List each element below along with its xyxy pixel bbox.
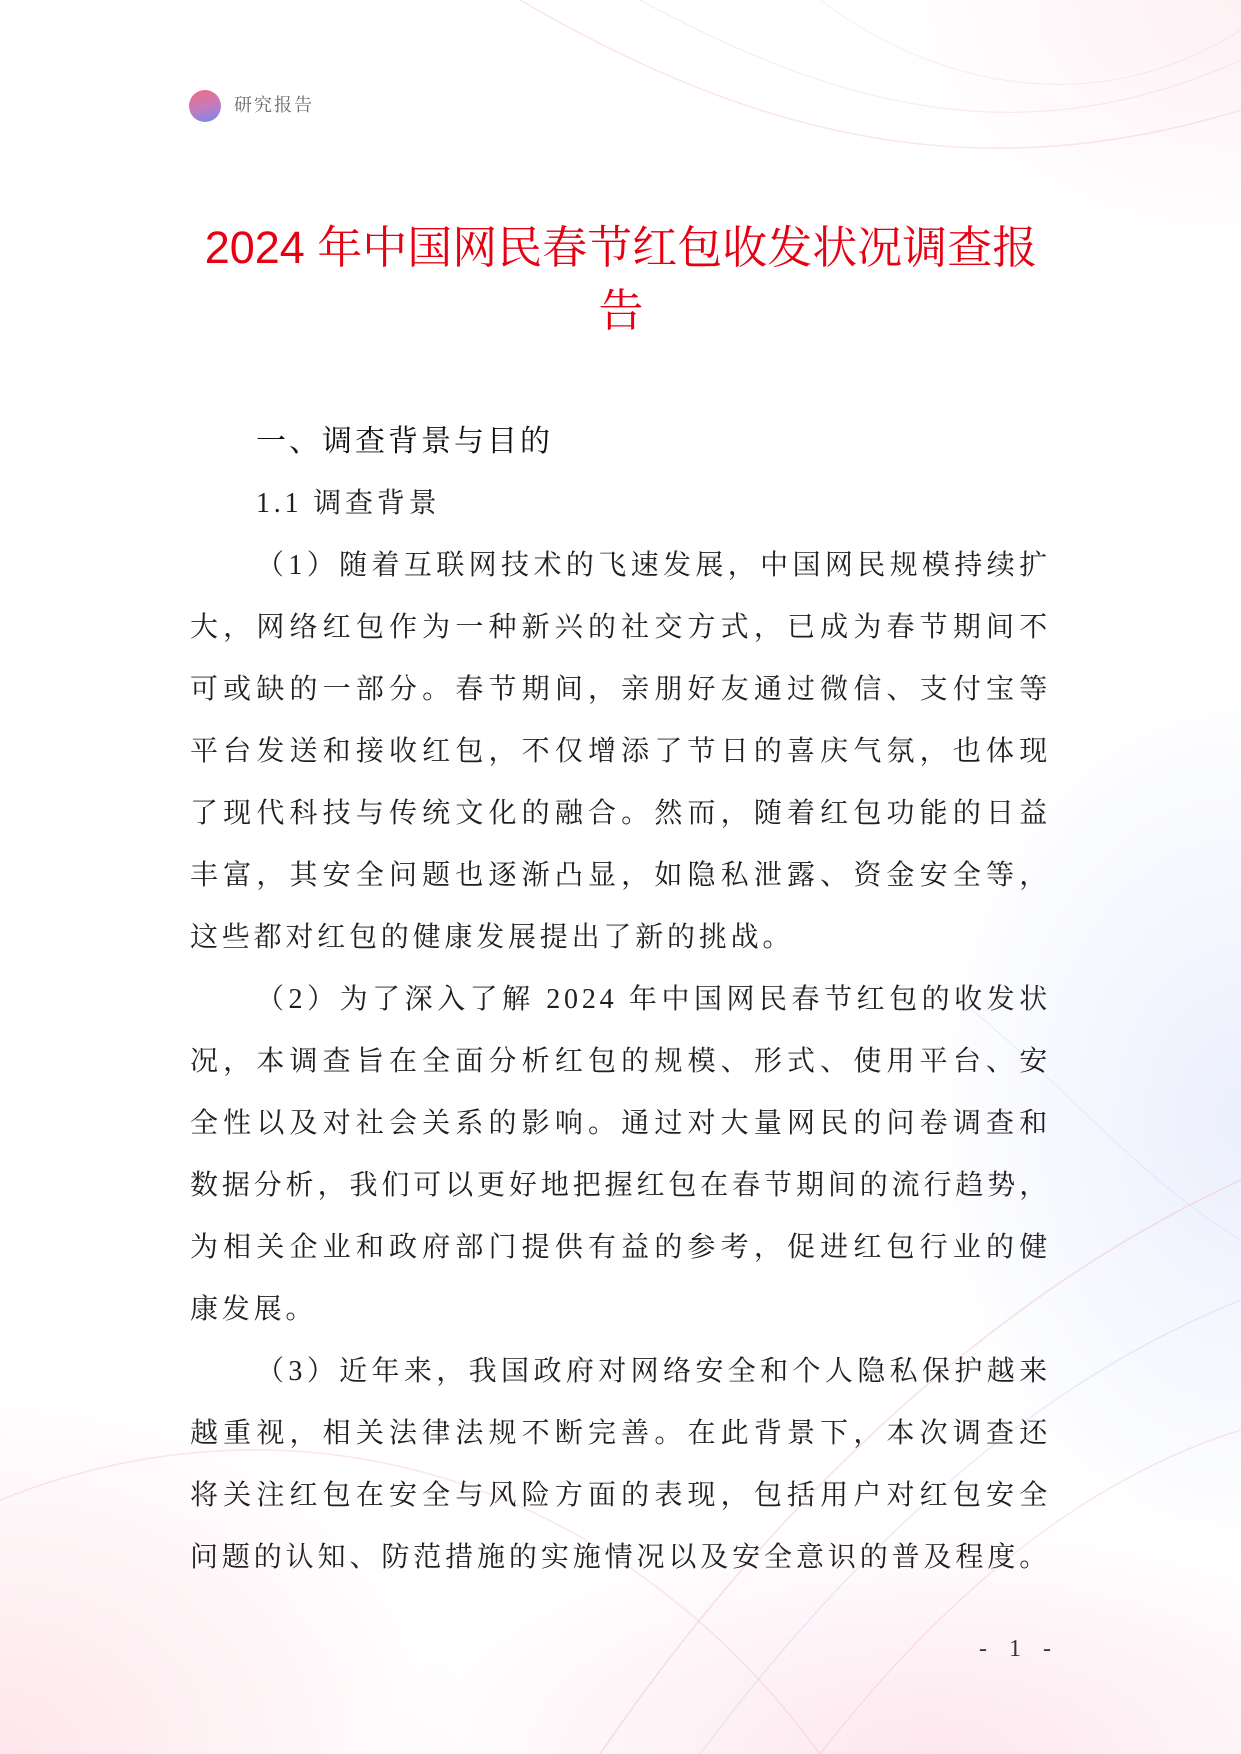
- paragraph-line: 数据分析，我们可以更好地把握红包在春节期间的流行趋势，: [190, 1170, 1051, 1201]
- paragraph-line: 丰富，其安全问题也逐渐凸显，如隐私泄露、资金安全等，: [190, 860, 1051, 891]
- paragraph-line: 这些都对红包的健康发展提出了新的挑战。: [190, 922, 795, 953]
- section-heading: 一、调查背景与目的: [256, 424, 553, 459]
- paragraph-line: 越重视，相关法律法规不断完善。在此背景下，本次调查还: [190, 1418, 1051, 1449]
- paragraph-line: （3）近年来，我国政府对网络安全和个人隐私保护越来: [256, 1356, 1051, 1387]
- page-number: - 1 -: [979, 1636, 1059, 1662]
- document-title: 2024 年中国网民春节红包收发状况调查报告: [204, 222, 1038, 336]
- paragraph-line: 问题的认知、防范措施的实施情况以及安全意识的普及程度。: [190, 1542, 1051, 1573]
- paragraph-line: 况，本调查旨在全面分析红包的规模、形式、使用平台、安: [190, 1046, 1051, 1077]
- subsection-heading: 1.1 调查背景: [256, 488, 441, 519]
- paragraph-line: 将关注红包在安全与风险方面的表现，包括用户对红包安全: [190, 1480, 1051, 1511]
- paragraph-line: 全性以及对社会关系的影响。通过对大量网民的问卷调查和: [190, 1108, 1051, 1139]
- paragraph-line: 大，网络红包作为一种新兴的社交方式，已成为春节期间不: [190, 612, 1051, 643]
- paragraph-line: 了现代科技与传统文化的融合。然而，随着红包功能的日益: [190, 798, 1051, 829]
- paragraph-line: 平台发送和接收红包，不仅增添了节日的喜庆气氛，也体现: [190, 736, 1051, 767]
- paragraph: [190, 535, 1051, 969]
- paragraph-line: （2）为了深入了解 2024 年中国网民春节红包的收发状: [256, 984, 1051, 1015]
- header-label: 研究报告: [234, 95, 314, 116]
- paragraph-line: 可或缺的一部分。春节期间，亲朋好友通过微信、支付宝等: [190, 674, 1051, 705]
- logo-icon: [189, 90, 221, 122]
- document-body: [190, 411, 1051, 1589]
- paragraph: [190, 969, 1051, 1341]
- paragraph-line: （1）随着互联网技术的飞速发展，中国网民规模持续扩: [256, 550, 1051, 581]
- paragraph-line: 为相关企业和政府部门提供有益的参考，促进红包行业的健: [190, 1232, 1051, 1263]
- paragraph: [190, 1341, 1051, 1589]
- paragraph-line: 康发展。: [190, 1294, 318, 1325]
